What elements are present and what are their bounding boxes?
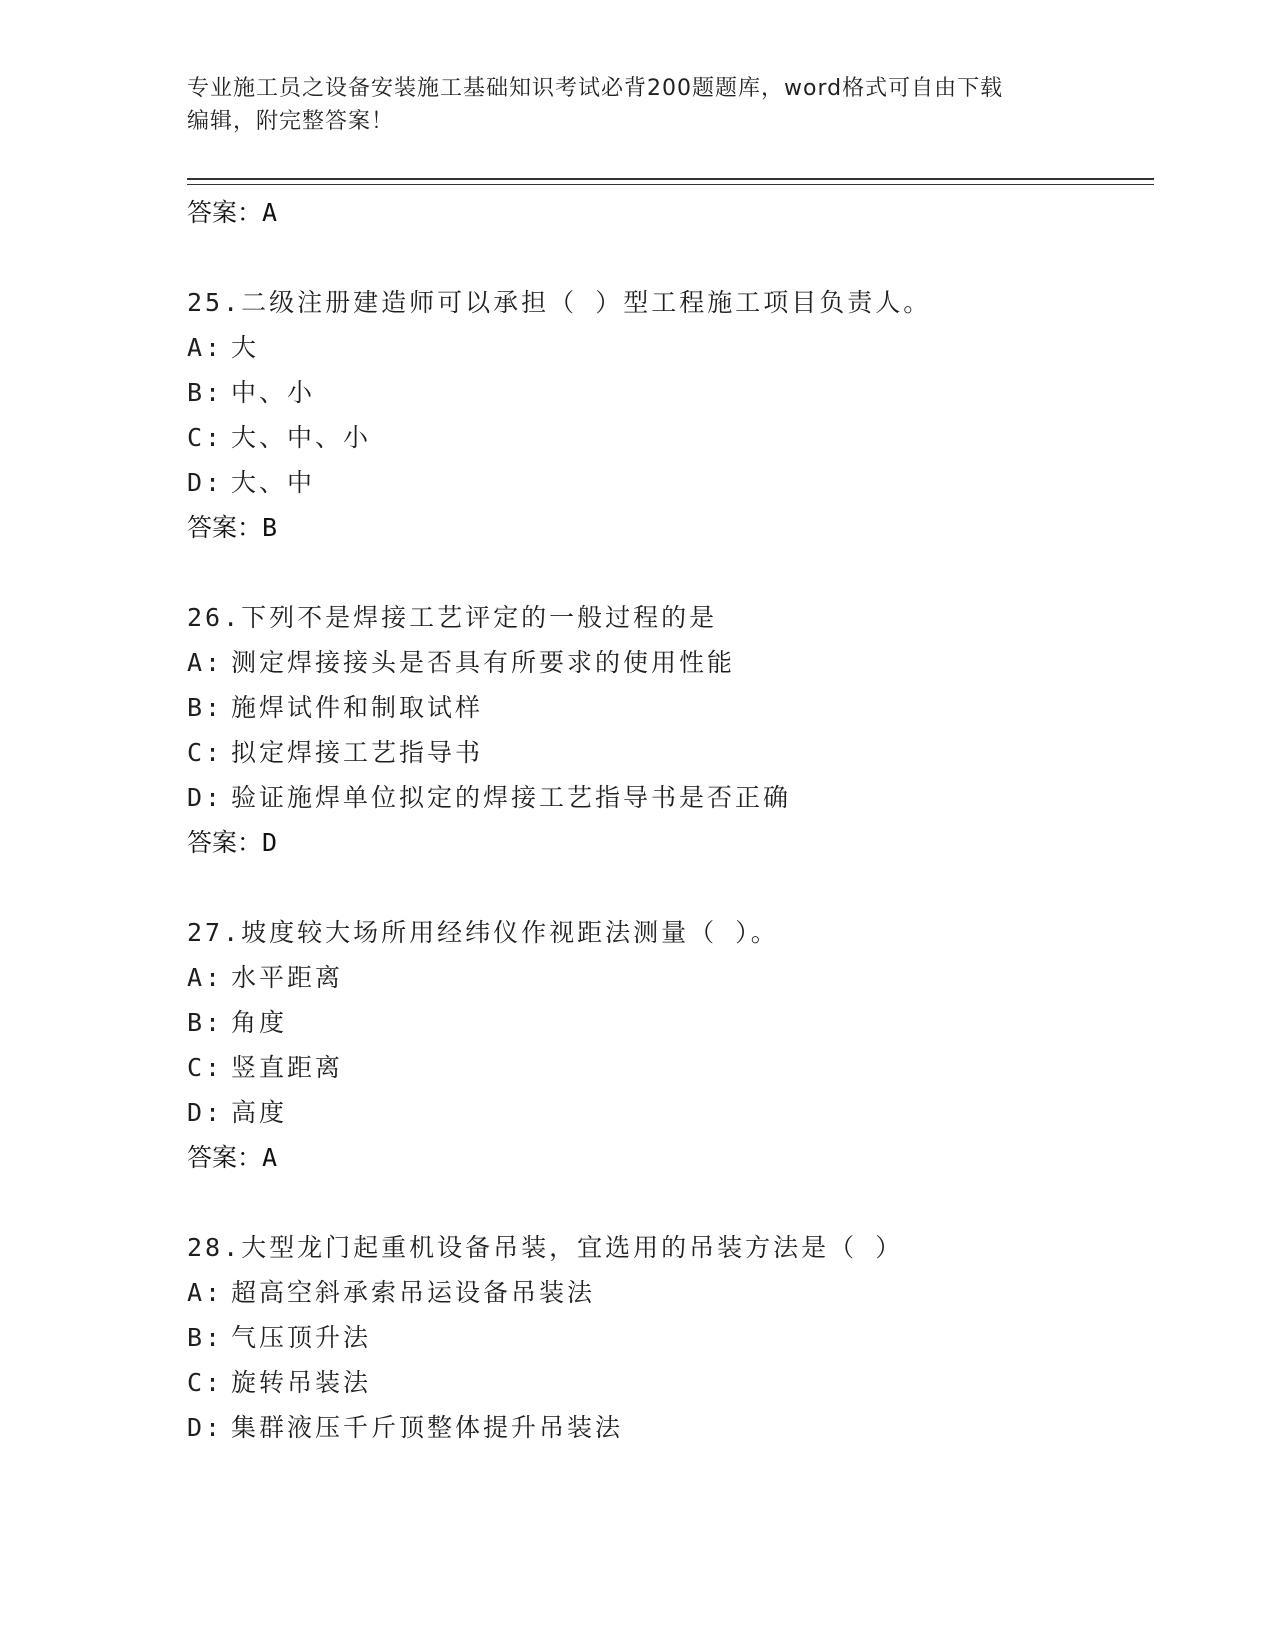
option-text: 中、小 xyxy=(231,378,316,407)
option-text: 验证施焊单位拟定的焊接工艺指导书是否正确 xyxy=(231,783,792,812)
option-text: 施焊试件和制取试样 xyxy=(231,693,484,722)
option-25-d xyxy=(187,460,1147,505)
spacer xyxy=(187,865,1147,910)
answer-value: A xyxy=(262,1143,278,1172)
answer-label: 答案： xyxy=(187,1143,263,1172)
option-key: C: xyxy=(187,738,224,767)
option-key: D: xyxy=(187,1098,224,1127)
option-text: 拟定焊接工艺指导书 xyxy=(231,738,484,767)
option-28-b xyxy=(187,1315,1147,1360)
option-key: B: xyxy=(187,1008,224,1037)
option-key: A: xyxy=(187,648,224,677)
option-text: 大、中 xyxy=(231,468,316,497)
header-title-line-1: 专业施工员之设备安装施工基础知识考试必背200题题库，word格式可自由下载 xyxy=(187,76,1004,101)
option-text: 超高空斜承索吊运设备吊装法 xyxy=(231,1278,596,1307)
option-key: C: xyxy=(187,423,224,452)
option-27-b xyxy=(187,1000,1147,1045)
option-26-a xyxy=(187,640,1147,685)
option-27-c xyxy=(187,1045,1147,1090)
option-28-a xyxy=(187,1270,1147,1315)
header-title-line-2: 编辑，附完整答案！ xyxy=(187,109,395,134)
answer-label: 答案： xyxy=(187,198,263,227)
option-key: C: xyxy=(187,1368,224,1397)
option-25-c xyxy=(187,415,1147,460)
option-28-c xyxy=(187,1360,1147,1405)
option-27-a xyxy=(187,955,1147,1000)
option-key: A: xyxy=(187,963,224,992)
option-text: 旋转吊装法 xyxy=(231,1368,372,1397)
answer-value: D xyxy=(262,828,278,857)
option-26-d xyxy=(187,775,1147,820)
option-text: 气压顶升法 xyxy=(231,1323,372,1352)
option-26-c xyxy=(187,730,1147,775)
option-text: 竖直距离 xyxy=(231,1053,344,1082)
option-key: B: xyxy=(187,378,224,407)
answer-26 xyxy=(187,820,1147,865)
question-stem-25: 25.二级注册建造师可以承担（ ）型工程施工项目负责人。 xyxy=(187,288,932,317)
answer-25 xyxy=(187,505,1147,550)
question-stem-27: 27.坡度较大场所用经纬仪作视距法测量（ ）。 xyxy=(187,918,779,947)
previous-answer xyxy=(187,190,1147,235)
answer-value: B xyxy=(262,513,278,542)
question-list xyxy=(187,190,1147,1450)
option-key: B: xyxy=(187,693,224,722)
option-27-d xyxy=(187,1090,1147,1135)
option-25-a xyxy=(187,325,1147,370)
option-25-b xyxy=(187,370,1147,415)
answer-label: 答案： xyxy=(187,828,263,857)
option-text: 大 xyxy=(231,333,260,362)
answer-value: A xyxy=(262,198,278,227)
header-divider-thick xyxy=(187,178,1154,180)
option-key: D: xyxy=(187,783,224,812)
spacer xyxy=(187,1180,1147,1225)
spacer xyxy=(187,235,1147,280)
option-text: 大、中、小 xyxy=(231,423,372,452)
option-key: A: xyxy=(187,333,224,362)
question-stem-26: 26.下列不是焊接工艺评定的一般过程的是 xyxy=(187,603,718,632)
question-stem-28: 28.大型龙门起重机设备吊装，宜选用的吊装方法是（ ） xyxy=(187,1233,904,1262)
answer-27 xyxy=(187,1135,1147,1180)
answer-label: 答案： xyxy=(187,513,263,542)
option-text: 高度 xyxy=(231,1098,288,1127)
option-text: 集群液压千斤顶整体提升吊装法 xyxy=(231,1413,624,1442)
option-key: D: xyxy=(187,468,224,497)
option-key: D: xyxy=(187,1413,224,1442)
spacer xyxy=(187,550,1147,595)
header-divider-thin xyxy=(187,184,1154,185)
option-key: B: xyxy=(187,1323,224,1352)
option-key: C: xyxy=(187,1053,224,1082)
option-key: A: xyxy=(187,1278,224,1307)
option-28-d xyxy=(187,1405,1147,1450)
option-26-b xyxy=(187,685,1147,730)
option-text: 角度 xyxy=(231,1008,288,1037)
document-header xyxy=(187,72,1087,138)
option-text: 水平距离 xyxy=(231,963,344,992)
option-text: 测定焊接接头是否具有所要求的使用性能 xyxy=(231,648,736,677)
